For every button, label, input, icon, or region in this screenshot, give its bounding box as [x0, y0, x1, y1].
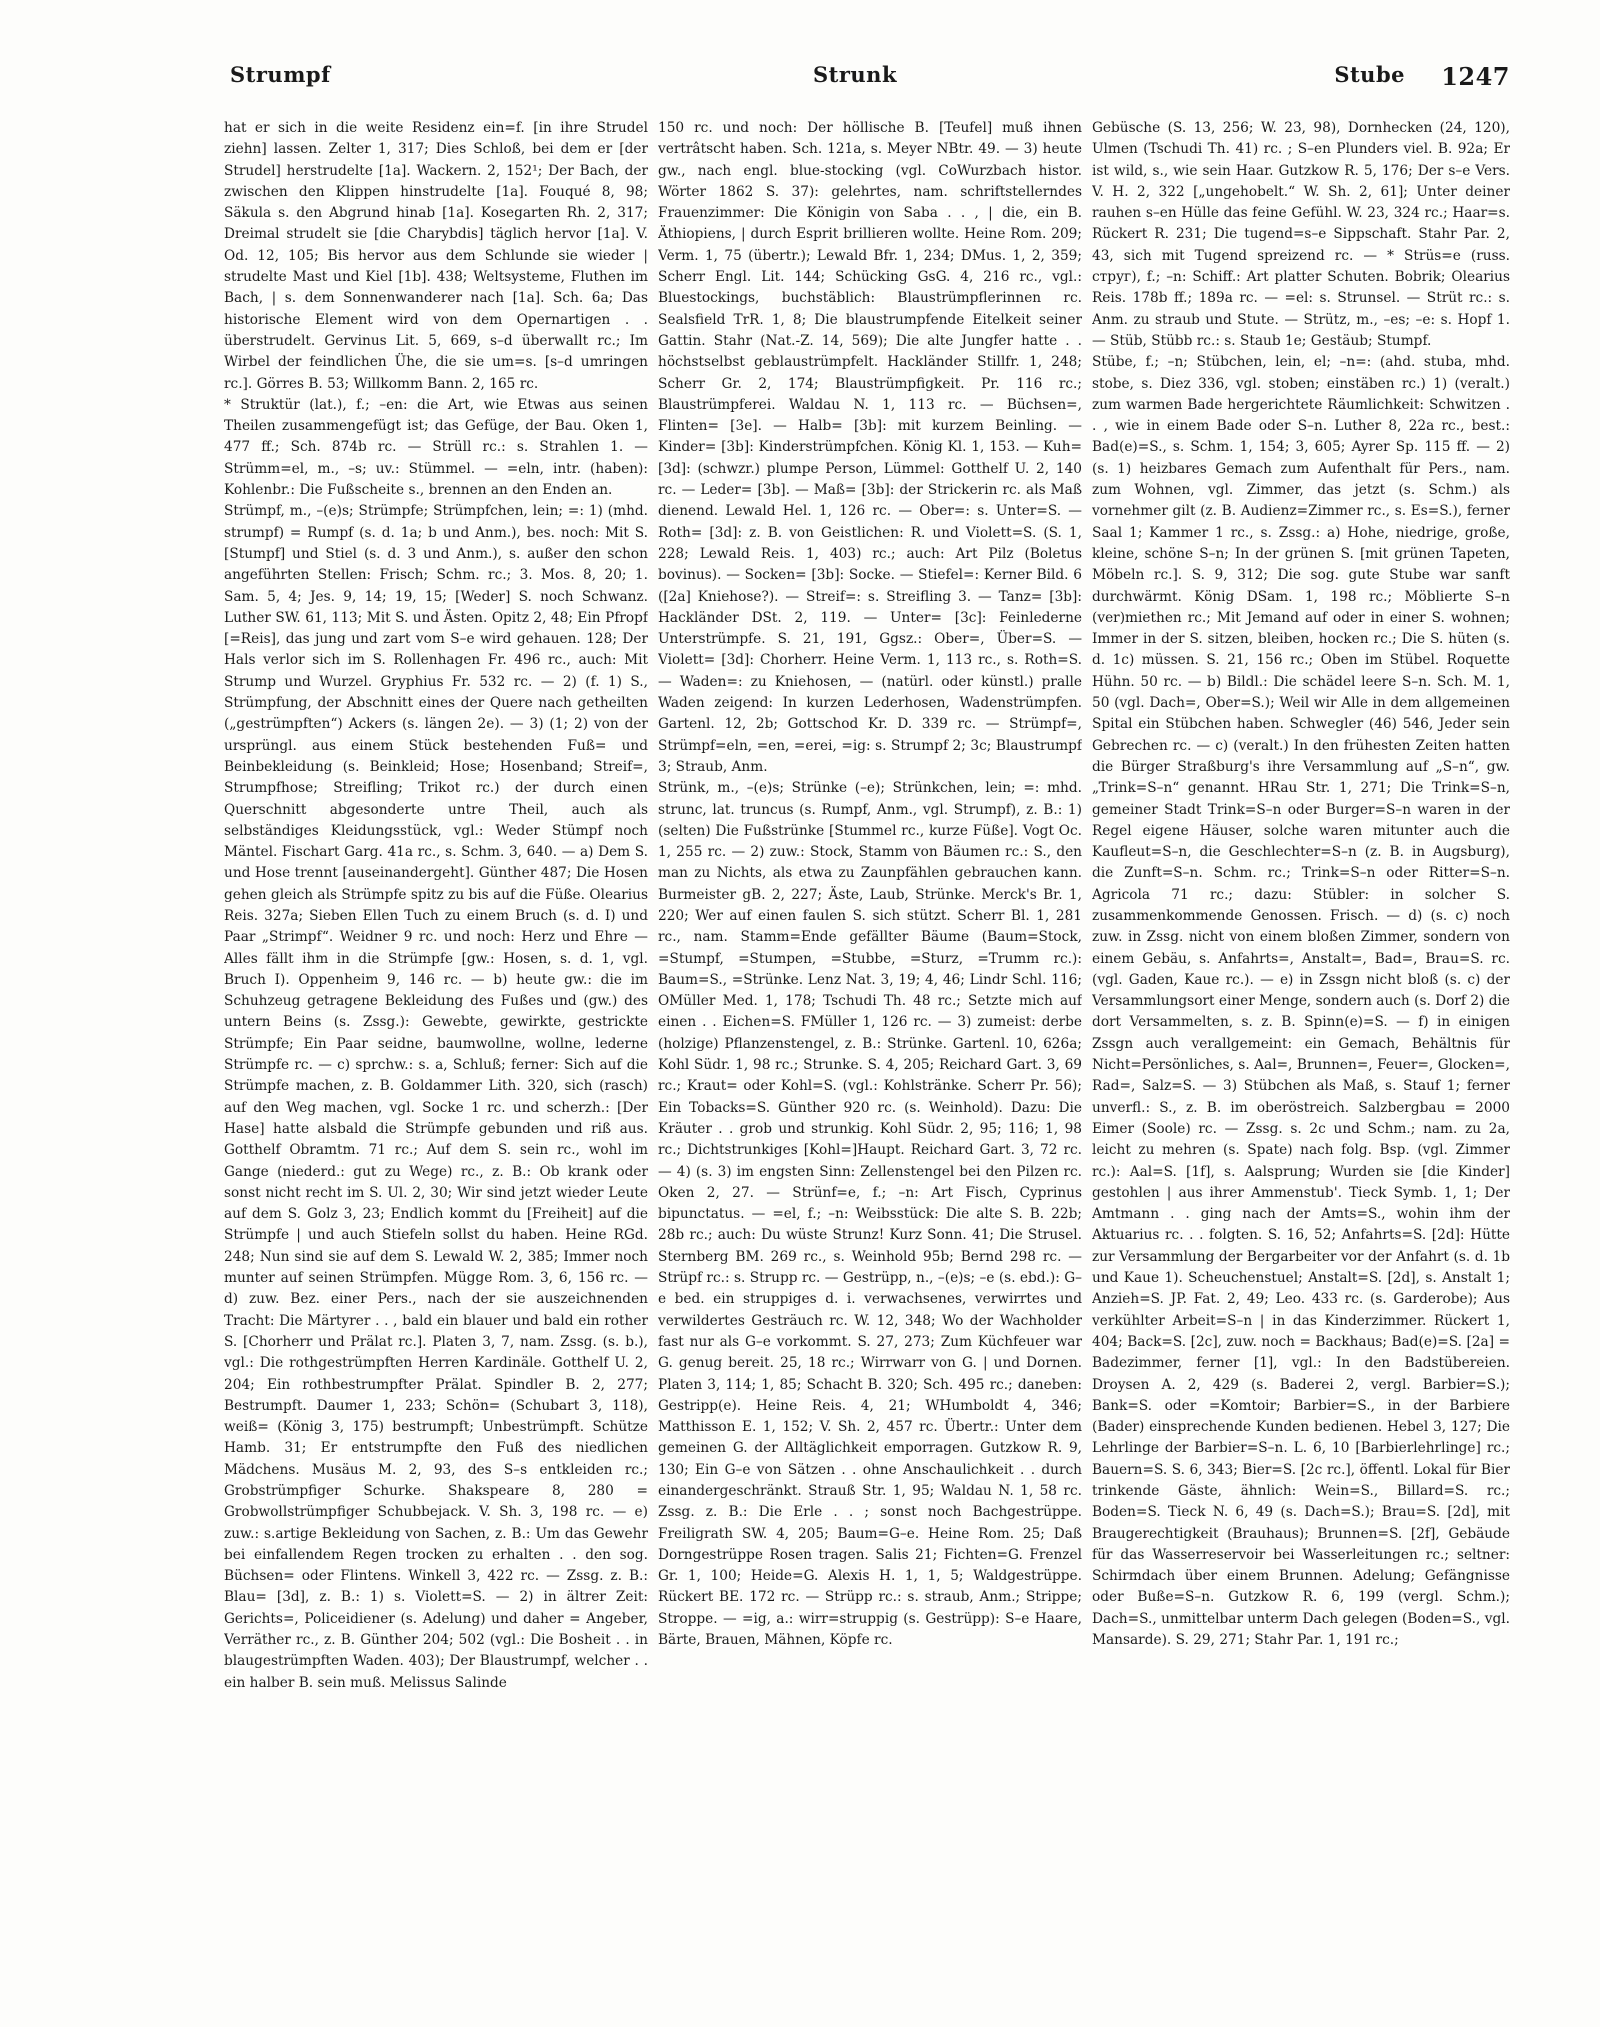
text-column-right	[1092, 118, 1510, 1990]
text-column-middle	[658, 118, 1082, 1990]
entry-paragraph: 150 rc. und noch: Der höllische B. [Teufel] muß ihnen vertrâtscht haben. Sch. 121a, s. Meyer NBtr. 49. — 3) heute gw., nach engl. blue-stocking (vgl. CoWurzbach histor. Wörter 1862 S. 37): gelehrtes, nam. schriftstellerndes Frauenzimmer: Die Königin von Saba . . , | die, ein B. Äthiopiens, | durch Esprit brillieren wollte. Heine Rom. 209; Verm. 1, 75 (übertr.); Lewald Bfr. 1, 234; DMus. 1, 2, 359; Scherr Engl. Lit. 144; Schücking GsG. 4, 216 rc., vgl.: Bluestockings, buchstäblich: Blaustrümpflerinnen rc. Sealsfield TrR. 1, 8; Die blaustrumpfende Eitelkeit seiner Gattin. Stahr (Nat.-Z. 14, 569); Die alte Jungfer hatte . . höchstselbst geblaustrümpfelt. Hackländer Stillfr. 1, 248; Scherr Gr. 2, 174; Blaustrümpfigkeit. Pr. 116 rc.; Blaustrümpferei. Waldau N. 1, 113 rc. — Büchsen=, Flinten= [3e]. — Halb= [3b]: mit kurzem Beinling. — Kinder= [3b]: Kinderstrümpfchen. König Kl. 1, 153. — Kuh= [3d]: (schwzr.) plumpe Person, Lümmel: Gotthelf U. 2, 140 rc. — Leder= [3b]. — Maß= [3b]: der Strickerin rc. als Maß dienend. Lewald Hel. 1, 126 rc. — Ober=: s. Unter=S. — Roth= [3d]: z. B. von Geistlichen: R. und Violett=S. (S. 1, 228; Lewald Reis. 1, 403) rc.; auch: Art Pilz (Boletus bovinus). — Socken= [3b]: Socke. — Stiefel=: Kerner Bild. 6 ([2a] Kniehose?). — Streif=: s. Streifling 3. — Tanz= [3b]: Hackländer DSt. 2, 119. — Unter= [3c]: Feinlederne Unterstrümpfe. S. 21, 191, Ggsz.: Ober=, Über=S. — Violett= [3d]: Chorherr. Heine Verm. 1, 113 rc., s. Roth=S. — Waden=: zu Kniehosen, — (natürl. oder künstl.) pralle Waden zeigend: In kurzen Lederhosen, Wadenstrümpfen. Gartenl. 12, 2b; Gottschod Kr. D. 339 rc. — Strümpf=, Strümpf=eln, =en, =erei, =ig: s. Strumpf 2; 3c; Blaustrumpf 3; Straub, Anm.	[658, 120, 1082, 775]
entry-paragraph: hat er sich in die weite Residenz ein=f. [in ihre Strudel ziehn] lassen. Zelter 1, 317; Dies Schloß, bei dem er [der Strudel] herstrudelte [1a]. Wackern. 2, 152¹; Der Bach, der zwischen den Klippen hinstrudelte [1a]. Fouqué 8, 98; Säkula s. den Abgrund hinab [1a]. Kosegarten Rh. 2, 317; Dreimal strudelt sie [die Charybdis] täglich hervor [1a]. V. Od. 12, 105; Bis hervor aus dem Schlunde sie wieder | strudelte Mast und Kiel [1b]. 438; Weltsysteme, Fluthen im Bach, | s. dem Sonnenwanderer nach [1a]. Sch. 6a; Das historische Element wird von dem Opernartigen . . überstrudelt. Gervinus Lit. 5, 669, s–d überwallt rc.; Im Wirbel der feindlichen Ühe, die sie um=s. [s–d umringen rc.]. Görres B. 53; Willkomm Bann. 2, 165 rc.	[224, 120, 648, 392]
entry-paragraph: Stübe, f.; –n; Stübchen, lein, el; –n=: (ahd. stuba, mhd. stobe, s. Diez 336, vgl. stoben; einstäben rc.) 1) (veralt.) zum warmen Bade hergerichtete Räumlichkeit: Schwitzen . . , wie in einem Bade oder S–n. Luther 8, 22a rc., best.: Bad(e)=S., s. Schm. 1, 154; 3, 605; Ayrer Sp. 115 ff. — 2) (s. 1) heizbares Gemach zum Aufenthalt für Pers., nam. zum Wohnen, vgl. Zimmer, das jetzt (s. Schm.) als vornehmer gilt (z. B. Audienz=Zimmer rc., s. Es=S.), ferner Saal 1; Kammer 1 rc., s. Zssg.: a) Hohe, niedrige, große, kleine, schöne S–n; In der grünen S. [mit grünen Tapeten, Möbeln rc.]. S. 9, 312; Die sog. gute Stube war sanft durchwärmt. König DSam. 1, 198 rc.; Möblierte S–n (ver)miethen rc.; Mit Jemand auf oder in einer S. wohnen; Immer in der S. sitzen, bleiben, hocken rc.; Die S. hüten (s. d. 1c) müssen. S. 21, 156 rc.; Oben im Stübel. Roquette Hühn. 50 rc. — b) Bildl.: Die schädel leere S–n. Sch. M. 1, 50 (vgl. Dach=, Ober=S.); Weil wir Alle in dem allgemeinen Spital ein Stübchen haben. Schwegler (46) 546, Jeder sein Gebrechen rc. — c) (veralt.) In den frühesten Zeiten hatten die Bürger Straßburg's ihre Versammlung auf „S–n“, gw. „Trink=S–n“ genannt. HRau Str. 1, 271; Die Trink=S–n, gemeiner Stadt Trink=S–n oder Burger=S–n waren in der Regel eigene Häuser, solche waren mitunter auch die Kaufleut=S–n, die Geschlechter=S–n (z. B. in Augsburg), die Zunft=S–n. Schm. rc.; Trink=S–n oder Ritter=S–n. Agricola 71 rc.; dazu: Stübler: in solcher S. zusammenkommende Genossen. Frisch. — d) (s. c) noch zuw. in Zssg. nicht von einem bloßen Zimmer, sondern von einem Gebäu, s. Anfahrts=, Anstalt=, Bad=, Brau=S. rc. (vgl. Gaden, Kaue rc.). — e) in Zssgn nicht bloß (s. c) der Versammlungsort einer Menge, sondern auch (s. Dorf 2) die dort Versammelten, s. z. B. Spinn(e)=S. — f) in einigen Zssgn auch verallgemeint: ein Gemach, Behältnis für Nicht=Persönliches, s. Aal=, Brunnen=, Feuer=, Glocken=, Rad=, Salz=S. — 3) Stübchen als Maß, s. Stauf 1; ferner unverfl.: S., z. B. im oberöstreich. Salzbergbau = 2000 Eimer (Soole) rc. — Zssg. s. 2c und Schm.; nam. zu 2a, leicht zu mehren (s. Spate) nach folg. Bsp. (vgl. Zimmer rc.): Aal=S. [1f], s. Aalsprung; Wurden sie [die Kinder] gestohlen | aus ihrer Ammenstub'. Tieck Symb. 1, 1; Der Amtmann . . ging nach der Amts=S., wohin ihm der Aktuarius rc. . . folgten. S. 16, 52; Anfahrts=S. [2d]: Hütte zur Versammlung der Bergarbeiter vor der Anfahrt (s. d. 1b und Kaue 1). Scheuchenstuel; Anstalt=S. [2d], s. Anstalt 1; Anzieh=S. JP. Fat. 2, 49; Leo. 433 rc. (s. Garderobe); Aus verkühlter Arbeit=S–n | in das Kinderzimmer. Rückert 1, 404; Back=S. [2c], zuw. noch = Backhaus; Bad(e)=S. [2a] = Badezimmer, ferner [1], vgl.: In den Badstübereien. Droysen A. 2, 429 (s. Baderei 2, vergl. Barbier=S.); Bank=S. oder =Komtoir; Barbier=S., in der Barbiere (Bader) einsprechende Kunden bedienen. Hebel 3, 127; Die Lehrlinge der Barbier=S–n. L. 6, 10 [Barbierlehrlinge] rc.; Bauern=S. S. 6, 343; Bier=S. [2c rc.], öffentl. Lokal für Bier trinkende Gäste, ähnlich: Wein=S., Billard=S. rc.; Boden=S. Tieck N. 6, 49 (s. Dach=S.); Brau=S. [2d], mit Braugerechtigkeit (Brauhaus); Brunnen=S. [2f], Gebäude für das Wasserreservoir bei Wasserleitungen rc.; seltner: Schirmdach über einem Brunnen. Adelung; Gefängnisse oder Buße=S–n. Gutzkow R. 6, 199 (vergl. Schm.); Dach=S., unmittelbar unterm Dach gelegen (Boden=S., vgl. Mansarde). S. 29, 271; Stahr Par. 1, 191 rc.;	[1092, 354, 1510, 1649]
text-column-left	[224, 118, 648, 1990]
entry-paragraph: Strünk, m., –(e)s; Strünke (–e); Strünkchen, lein; =: mhd. strunc, lat. truncus (s. Rumpf, Anm., vgl. Strumpf), z. B.: 1) (selten) Die Fußstrünke [Stummel rc., kurze Füße]. Vogt Oc. 1, 255 rc. — 2) zuw.: Stock, Stamm von Bäumen rc.: S., den man zu Nichts, als etwa zu Zaunpfählen gebrauchen kann. Burmeister gB. 2, 227; Äste, Laub, Strünke. Merck's Br. 1, 220; Wer auf einen faulen S. sich stützt. Scherr Bl. 1, 281 rc., nam. Stamm=Ende gefällter Bäume (Baum=Stock, =Stumpf, =Stumpen, =Stubbe, =Sturz, =Trumm rc.): Baum=S., =Strünke. Lenz Nat. 3, 19; 4, 46; Lindr Schl. 116; OMüller Med. 1, 178; Tschudi Th. 48 rc.; Setzte mich auf einen . . Eichen=S. FMüller 1, 126 rc. — 3) zumeist: derbe (holzige) Pflanzenstengel, z. B.: Strünke. Gartenl. 10, 626a; Kohl Südr. 1, 98 rc.; Strunke. S. 4, 205; Reichard Gart. 3, 69 rc.; Kraut= oder Kohl=S. (vgl.: Kohlstränke. Scherr Pr. 56); Ein Tobacks=S. Günther 920 rc. (s. Weinhold). Dazu: Die Kräuter . . grob und strunkig. Kohl Südr. 2, 95; 116; 1, 98 rc.; Dichtstrunkiges [Kohl=]Haupt. Reichard Gart. 3, 72 rc. — 4) (s. 3) im engsten Sinn: Zellenstengel bei den Pilzen rc. Oken 2, 27. — Strünf=e, f.; –n: Art Fisch, Cyprinus bipunctatus. — =el, f.; –n: Weibsstück: Die alte S. B. 22b; 28b rc.; auch: Du wüste Strunz! Kurz Sonn. 41; Die Strusel. Sternberg BM. 269 rc., s. Weinhold 95b; Bernd 298 rc. — Strüpf rc.: s. Strupp rc. — Gestrüpp, n., –(e)s; –e (s. ebd.): G–e bed. ein struppiges d. i. verwachsenes, verwirrtes und verwildertes Gesträuch rc. W. 12, 348; Wo der Wachholder fast nur als G–e vorkommt. S. 27, 273; Zum Küchfeuer war G. genug bereit. 25, 18 rc.; Wirrwarr von G. | und Dornen. Platen 3, 114; 1, 85; Schacht B. 320; Sch. 495 rc.; daneben: Gestripp(e). Heine Reis. 4, 21; WHumboldt 4, 346; Matthisson E. 1, 152; V. Sh. 2, 457 rc. Übertr.: Unter dem gemeinen G. der Alltäglichkeit emporragen. Gutzkow R. 9, 130; Ein G–e von Sätzen . . ohne Anschaulichkeit . . durch einandergeschränkt. Strauß Str. 1, 95; Waldau N. 1, 58 rc. Zssg. z. B.: Die Erle . . ; sonst noch Bachgestrüppe. Freiligrath SW. 4, 205; Baum=G–e. Heine Rom. 25; Daß Dorngestrüppe Rosen tragen. Salis 21; Fichten=G. Frenzel Gr. 1, 100; Heide=G. Alexis H. 1, 1, 5; Waldgestrüppe. Rückert BE. 172 rc. — Strüpp rc.: s. straub, Anm.; Strippe; Stroppe. — =ig, a.: wirr=struppig (s. Gestrüpp): S–e Haare, Bärte, Brauen, Mähnen, Köpfe rc.	[658, 780, 1082, 1649]
header-right-catchword: Stube	[1334, 62, 1405, 87]
entry-paragraph: * Struktür (lat.), f.; –en: die Art, wie Etwas aus seinen Theilen zusammengefügt ist; das Gefüge, der Bau. Oken 1, 477 ff.; Sch. 874b rc. — Strüll rc.: s. Strahlen 1. — Strümm=el, m., –s; uv.: Stümmel. — =eln, intr. (haben): Kohlenbr.: Die Fußscheite s., brennen an den Enden an.	[224, 396, 648, 499]
header-center-catchword: Strunk	[812, 62, 898, 87]
entry-paragraph: Strümpf, m., –(e)s; Strümpfe; Strümpfchen, lein; =: 1) (mhd. strumpf) = Rumpf (s. d. 1a; b und Anm.), bes. noch: Mit S. [Stumpf] und Stiel (s. d. 3 und Anm.), s. außer den schon angeführten Stellen: Frisch; Schm. rc.; 3. Mos. 8, 20; 1. Sam. 5, 4; Jes. 9, 14; 19, 15; [Weder] S. noch Schwanz. Luther SW. 61, 113; Mit S. und Ästen. Opitz 2, 48; Ein Pfropf [=Reis], das jung und zart vom S–e wird gehauen. 128; Der Hals verlor sich im S. Rollenhagen Fr. 496 rc., auch: Mit Strump und Wurzel. Gryphius Fr. 532 rc. — 2) (f. 1) S., Strümpfung, der Abschnitt eines der Quere nach getheilten („gestrümpften“) Ackers (s. längen 2e). — 3) (1; 2) von der ursprüngl. aus einem Stück bestehenden Fuß= und Beinbekleidung (s. Beinkleid; Hose; Hosenband; Streif=, Strumpfhose; Streifling; Trikot rc.) der durch einen Querschnitt abgesonderte untre Theil, auch als selbständiges Kleidungsstück, vgl.: Weder Stümpf noch Mäntel. Fischart Garg. 41a rc., s. Schm. 3, 640. — a) Dem S. und Hose trennt [auseinandergeht]. Günther 487; Die Hosen gehen gleich als Strümpfe spitz zu bis auf die Füße. Olearius Reis. 327a; Sieben Ellen Tuch zu einem Bruch (s. d. I) und Paar „Strimpf“. Weidner 9 rc. und noch: Herz und Ehre — Alles fällt ihm in die Strümpfe [gw.: Hosen, s. d. 1, vgl. Bruch I). Oppenheim 9, 146 rc. — b) heute gw.: die im Schuhzeug getragene Bekleidung des Fußes und (gw.) des untern Beins (s. Zssg.): Gewebte, gewirkte, gestrickte Strümpfe; Ein Paar seidne, baumwollne, wollne, lederne Strümpfe rc. — c) sprchw.: s. a, Schluß; ferner: Sich auf die Strümpfe machen, z. B. Goldammer Lith. 320, sich (rasch) auf den Weg machen, vgl. Socke 1 rc. und scherzh.: [Der Hase] hatte alsbald die Strümpfe gebunden und riß aus. Gotthelf Obramtm. 71 rc.; Auf dem S. sein rc., wohl im Gange (niederd.: gut zu Wege) rc., z. B.: Ob krank oder sonst nicht recht im S. Ul. 2, 30; Wir sind jetzt wieder Leute auf dem S. Golz 3, 23; Endlich kommt du [Freiheit] auf die Strümpfe | und auch Stiefeln sollst du haben. Heine RGd. 248; Nun sind sie auf dem S. Lewald W. 2, 385; Immer noch munter auf seinen Strümpfen. Mügge Rom. 3, 6, 156 rc. — d) zuw. Bez. einer Pers., nach der sie auszeichnenden Tracht: Die Märtyrer . . , bald ein blauer und bald ein rother S. [Chorherr und Prälat rc.]. Platen 3, 7, nam. Zssg. (s. b.), vgl.: Die rothgestrümpften Herren Kardinäle. Gotthelf U. 2, 204; Ein rothbestrumpfter Prälat. Spindler B. 2, 277; Bestrumpft. Daumer 1, 233; Schön= (Schubart 3, 118), weiß= (König 3, 175) bestrumpft; Unbestrümpft. Schütze Hamb. 31; Er entstrumpfte den Fuß des niedlichen Mädchens. Musäus M. 2, 93, des S–s entkleiden rc.; Grobstrümpfiger Schurke. Shakspeare 8, 280 = Grobwollstrümpfiger Schubbejack. V. Sh. 3, 198 rc. — e) zuw.: s.artige Bekleidung von Sachen, z. B.: Um das Gewehr bei einfallendem Regen trocken zu erhalten . . den sog. Büchsen= oder Flintens. Winkell 3, 422 rc. — Zssg. z. B.: Blau= [3d], z. B.: 1) s. Violett=S. — 2) in ältrer Zeit: Gerichts=, Policeidiener (s. Adelung) und daher = Angeber, Verräther rc., z. B. Günther 204; 502 (vgl.: Die Bosheit . . in blaugestrümpften Waden. 403); Der Blaustrumpf, welcher . . ein halber B. sein muß. Melissus Salinde	[224, 503, 648, 1691]
header-left-catchword: Strumpf	[230, 62, 331, 87]
page-header	[200, 62, 1510, 96]
page-number: 1247	[1441, 62, 1510, 91]
entry-paragraph: Gebüsche (S. 13, 256; W. 23, 98), Dornhecken (24, 120), Ulmen (Tschudi Th. 41) rc. ; S–en Plunders viel. B. 92a; Er ist wild, s., wie sein Haar. Gutzkow R. 5, 176; Der s–e Vers. V. H. 2, 322 [„ungehobelt.“ W. Sh. 2, 61]; Unter deiner rauhen s–en Hülle das feine Gefühl. W. 23, 324 rc.; Haar=s. Rückert R. 231; Die tugend=s–e Sippschaft. Stahr Par. 2, 43, sich mit Tugend spreizend rc. — * Strüs=e (russ. струг), f.; –n: Schiff.: Art platter Schuten. Bobrik; Olearius Reis. 178b ff.; 189a rc. — =el: s. Strunsel. — Strüt rc.: s. Anm. zu straub und Stute. — Strütz, m., –es; –e: s. Hopf 1. — Stüb, Stübb rc.: s. Staub 1e; Gestäub; Stumpf.	[1092, 120, 1510, 349]
